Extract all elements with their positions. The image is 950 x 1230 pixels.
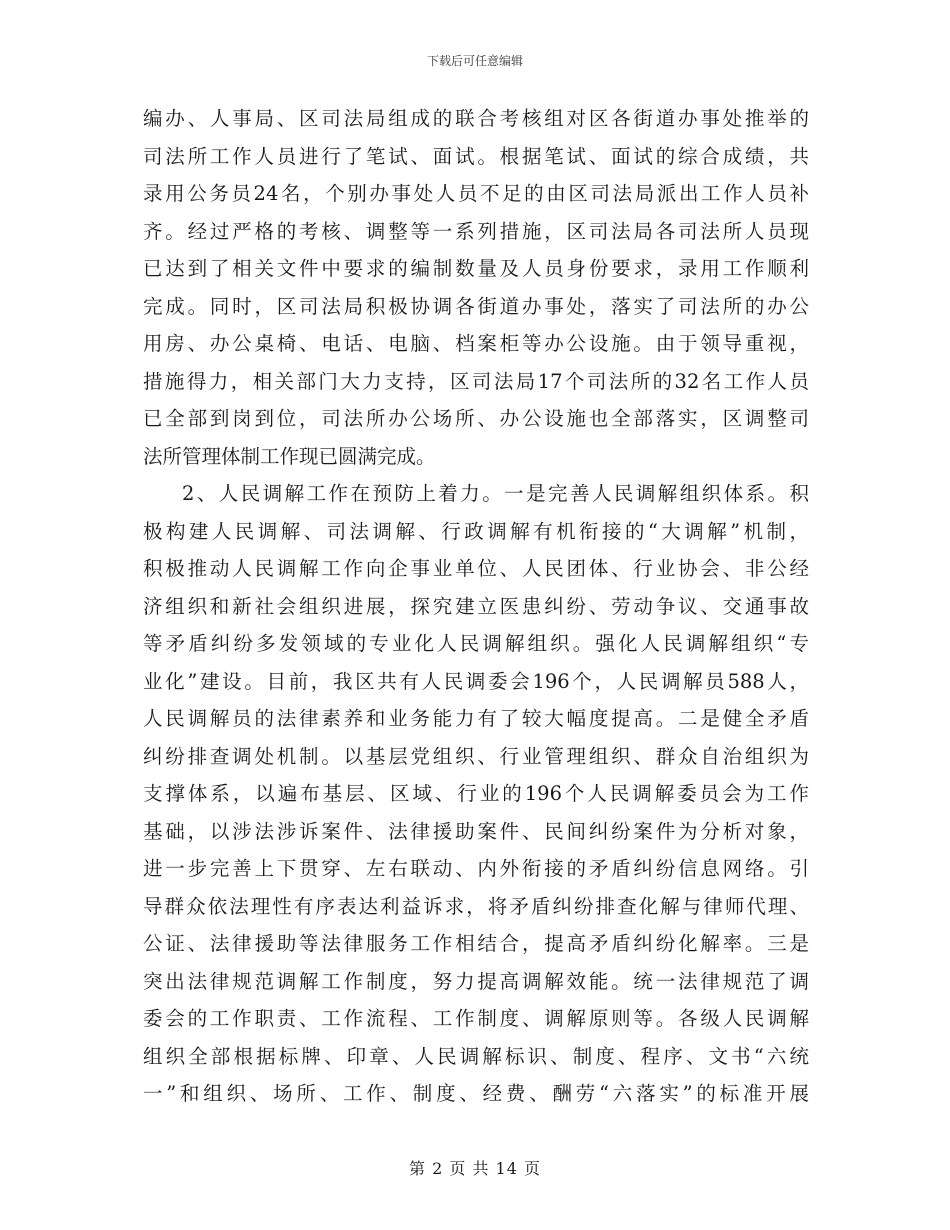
text-line: 完成。同时，区司法局积极协调各街道办事处，落实了司法所的办公	[143, 294, 809, 318]
text-line: 纠纷排查调处机制。以基层党组织、行业管理组织、群众自治组织为	[143, 744, 809, 768]
text-line: 导群众依法理性有序表达利益诉求，将矛盾纠纷排查化解与律师代理、	[143, 894, 809, 918]
paragraph-first-line: 2、人民调解工作在预防上着力。一是完善人民调解组织体系。积	[182, 482, 809, 505]
text-line: 人民调解员的法律素养和业务能力有了较大幅度提高。二是健全矛盾	[143, 707, 809, 730]
text-line: 已全部到岗到位，司法所办公场所、办公设施也全部落实，区调整司	[143, 407, 809, 430]
text-line: 已达到了相关文件中要求的编制数量及人员身份要求，录用工作顺利	[143, 257, 809, 280]
page-footer: 第 2 页 共 14 页	[409, 1159, 541, 1178]
text-line: 支撑体系，以遍布基层、区域、行业的196个人民调解委员会为工作	[143, 782, 809, 805]
page-header: 下载后可任意编辑	[426, 54, 523, 68]
text-line: 济组织和新社会组织进展，探究建立医患纠纷、劳动争议、交通事故	[143, 594, 809, 618]
text-line: 用房、办公桌椅、电话、电脑、档案柜等办公设施。由于领导重视，	[143, 332, 809, 355]
text-line: 委会的工作职责、工作流程、工作制度、调解原则等。各级人民调解	[143, 1007, 809, 1030]
text-line: 突出法律规范调解工作制度，努力提高调解效能。统一法律规范了调	[143, 969, 809, 993]
text-line: 等矛盾纠纷多发领域的专业化人民调解组织。强化人民调解组织“专	[143, 632, 809, 655]
document-body	[143, 100, 809, 1113]
text-line: 基础，以涉法涉诉案件、法律援助案件、民间纠纷案件为分析对象，	[143, 819, 809, 843]
text-line: 一”和组织、场所、工作、制度、经费、酬劳“六落实”的标准开展	[143, 1082, 809, 1105]
text-line: 积极推动人民调解工作向企事业单位、人民团体、行业协会、非公经	[143, 557, 809, 580]
text-line: 编办、人事局、区司法局组成的联合考核组对区各街道办事处推举的	[143, 107, 809, 130]
text-line: 齐。经过严格的考核、调整等一系列措施，区司法局各司法所人员现	[143, 219, 809, 243]
text-line: 进一步完善上下贯穿、左右联动、内外衔接的矛盾纠纷信息网络。引	[143, 857, 809, 880]
text-line: 录用公务员24名，个别办事处人员不足的由区司法局派出工作人员补	[143, 182, 809, 205]
text-line: 业化”建设。目前，我区共有人民调委会196个，人民调解员588人，	[143, 669, 809, 693]
text-line: 司法所工作人员进行了笔试、面试。根据笔试、面试的综合成绩，共	[143, 144, 809, 168]
text-line: 法所管理体制工作现已圆满完成。	[143, 444, 436, 468]
text-line: 措施得力，相关部门大力支持，区司法局17个司法所的32名工作人员	[143, 369, 809, 393]
text-line: 公证、法律援助等法律服务工作相结合，提高矛盾纠纷化解率。三是	[143, 932, 809, 955]
text-line: 极构建人民调解、司法调解、行政调解有机衔接的“大调解”机制，	[143, 519, 809, 543]
text-line: 组织全部根据标牌、印章、人民调解标识、制度、程序、文书“六统	[143, 1044, 809, 1068]
